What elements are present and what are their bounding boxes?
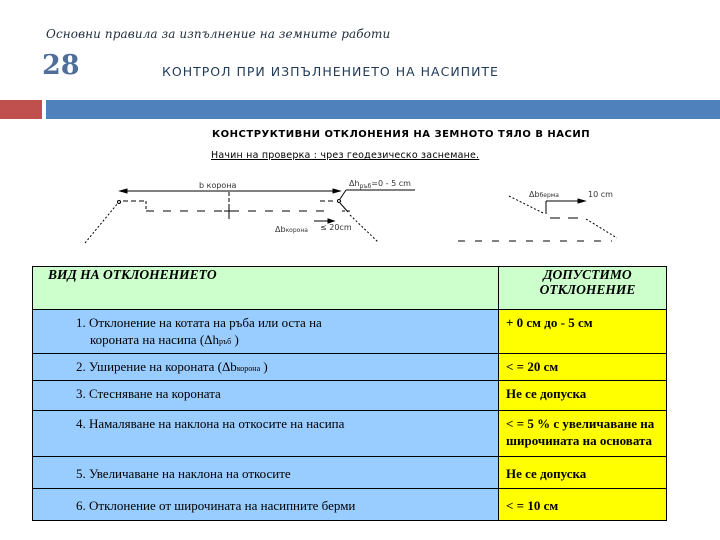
header-allowed-deviation [499, 267, 667, 310]
delta-b-crown-value: ≤ 20cm [320, 223, 352, 232]
allowed-cell: Не се допуска [499, 457, 667, 489]
accent-bar-blue [46, 100, 720, 119]
delta-b-berm-value: 10 cm [588, 190, 613, 199]
delta-b-crown-label: Δbкорона [275, 225, 308, 234]
table-row [33, 457, 667, 489]
deviation-text-cont: короната на насипа (Δhръб ) [90, 332, 239, 347]
allowed-cell: < = 20 см [499, 354, 667, 381]
slide-title: КОНТРОЛ ПРИ ИЗПЪЛНЕНИЕТО НА НАСИПИТЕ [162, 64, 499, 79]
delta-h-label: $\Delta h_{ръб}=0 - 5$ cm [349, 179, 411, 190]
allowed-cell: < = 10 см [499, 489, 667, 521]
allowed-cell [499, 411, 667, 457]
embankment-cross-section-diagram [0, 168, 720, 253]
figure-subtitle: Начин на проверка : чрез геодезическо заснемане. [211, 150, 480, 161]
header-allowed-line1: ДОПУСТИМО [543, 267, 632, 282]
deviation-cell: 4. Намаляване на наклона на откосите на насипа [33, 411, 499, 457]
slide-number: 28 [42, 50, 80, 81]
allowed-cell: Не се допуска [499, 381, 667, 411]
deviation-cell [33, 310, 499, 354]
deviation-text: 1. Отклонение на котата на ръба или оста на [76, 315, 322, 330]
deviation-cell: 5. Увеличаване на наклона на откосите [33, 457, 499, 489]
header-deviation-type: ВИД НА ОТКЛОНЕНИЕТО [33, 267, 499, 310]
deviation-cell: 6. Отклонение от широчината на насипните берми [33, 489, 499, 521]
deviation-tolerance-table [32, 266, 667, 521]
table-row [33, 381, 667, 411]
figure-title: КОНСТРУКТИВНИ ОТКЛОНЕНИЯ НА ЗЕМНОТО ТЯЛО В НАСИП [212, 129, 591, 140]
table-row [33, 489, 667, 521]
delta-b-berm-label: Δbберма [529, 190, 559, 199]
table-header-row [33, 267, 667, 310]
table-row [33, 354, 667, 381]
accent-bar-red [0, 100, 42, 119]
deviation-cell: 2. Уширение на короната (Δbкорона ) [33, 354, 499, 381]
allowed-text: < = 5 % с увеличаване на [506, 416, 655, 431]
allowed-text-cont: широчината на основата [506, 433, 653, 448]
table-row [33, 411, 667, 457]
crown-width-label: b корона [199, 181, 237, 190]
header-allowed-line2: ОТКЛОНЕНИЕ [539, 282, 636, 297]
presentation-subtitle: Основни правила за изпълнение на земните работи [46, 27, 391, 41]
deviation-cell: 3. Стесняване на короната [33, 381, 499, 411]
allowed-cell: + 0 см до - 5 см [499, 310, 667, 354]
table-row [33, 310, 667, 354]
